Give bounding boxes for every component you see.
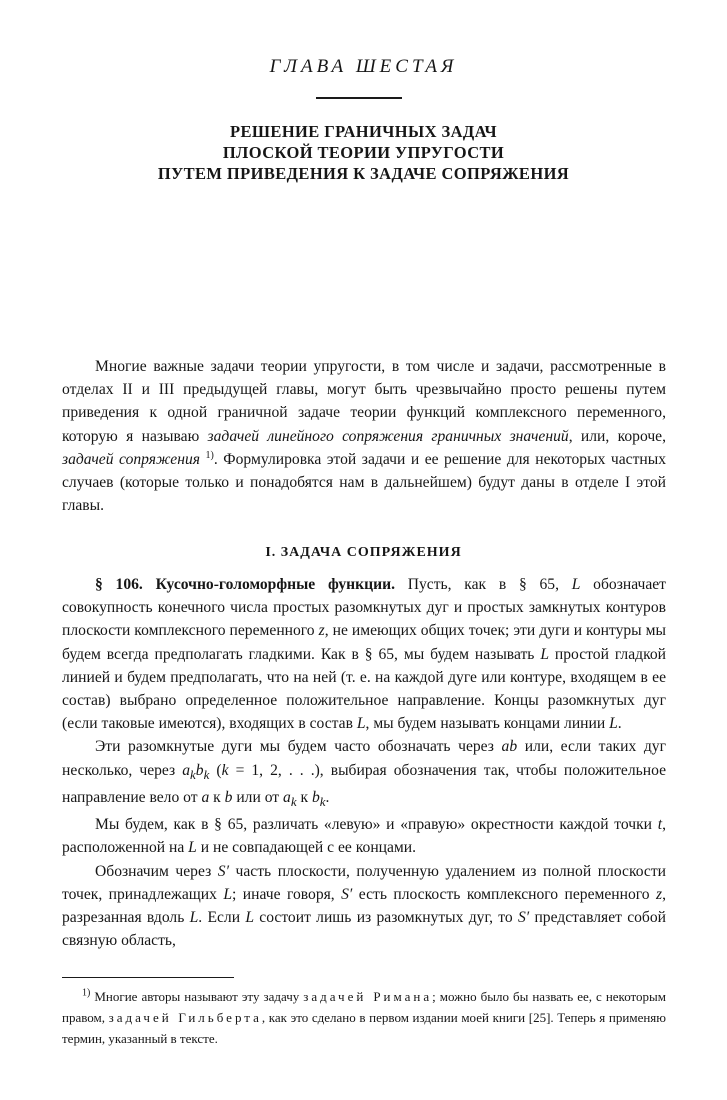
title-line-2: ПЛОСКОЙ ТЕОРИИ УПРУГОСТИ bbox=[222, 143, 505, 162]
intro-term-1: задачей линейного сопряжения граничных значений bbox=[207, 427, 569, 445]
chapter-title bbox=[0, 121, 727, 184]
paragraph-2: Эти разомкнутые дуги мы будем часто обозначать через ab или, если таких дуг несколько, через $a_kb_k$ (k = 1, 2, . . .), выбирая обозначения так, чтобы положительное направление вело от a к b или от $a_k$ к $b_k$. bbox=[62, 738, 667, 810]
chapter-label: ГЛАВА ШЕСТАЯ bbox=[269, 56, 458, 77]
paragraph-3: Мы будем, как в § 65, различать «левую» и «правую» окрестности каждой точки t, расположенной на L и не совпадающей с ее концами. bbox=[62, 816, 666, 857]
section-body bbox=[62, 573, 666, 952]
intro-text-3: . Формулировка этой задачи и ее решение для некоторых частных случаев (которые только и понадобятся нам в дальнейшем) будут даны в отделе I этой главы. bbox=[62, 450, 667, 515]
spaced-term-riemann: задачей Римана bbox=[303, 989, 433, 1004]
subsection-title: Кусочно-голоморфные функции. bbox=[155, 576, 395, 593]
footnote-mark: 1) bbox=[82, 987, 91, 999]
intro-term-2: задачей сопряжения bbox=[62, 450, 201, 468]
spaced-term-hilbert: задачей Гильберта bbox=[108, 1010, 262, 1025]
paragraph-4: Обозначим через S′ часть плоскости, полученную удалением из полной плоскости точек, принадлежащих L; иначе говоря, S′ есть плоскость комплексного переменного z, разрезанная вдоль L. Если L состоит лишь из разомкнутых дуг, то S′ представляет собой связную область, bbox=[62, 862, 667, 950]
intro-paragraph bbox=[62, 355, 666, 517]
title-rule bbox=[316, 97, 402, 99]
footnote-rule bbox=[62, 977, 234, 978]
intro-text-2: , или, короче, bbox=[568, 427, 666, 445]
paragraph-1: § 106. Кусочно-голоморфные функции. Пусть, как в § 65, L обозначает совокупность конечного числа простых разомкнутых дуг и простых замкнутых контуров плоскости комплексного переменного z, не имеющих общих точек; эти дуги и контуры мы будем всегда предполагать гладкими. Как в § 65, мы будем называть L простой гладкой линией и будем предполагать, что на ней (т. е. на каждой дуге или контуре, входящем в ее состав) выбрано определенное положительное направление. Концы разомкнутых дуг (если таковые имеются), входящих в состав L, мы будем называть концами линии L. bbox=[62, 576, 666, 733]
title-line-3: ПУТЕМ ПРИВЕДЕНИЯ К ЗАДАЧЕ СОПРЯЖЕНИЯ bbox=[157, 164, 570, 183]
title-line-1: РЕШЕНИЕ ГРАНИЧНЫХ ЗАДАЧ bbox=[230, 122, 497, 141]
section-heading: I. ЗАДАЧА СОПРЯЖЕНИЯ bbox=[265, 545, 462, 560]
intro-text-1: Многие важные задачи теории упругости, в том числе и задачи, рассмотренные в отделах II и III предыдущей главы, могут быть чрезвычайно просто решены путем приведения к одной граничной задаче теории функций комплексного переменного, которую я называю bbox=[62, 358, 666, 445]
footnote: $^{1)}$ Многие авторы называют эту задачу задачей Римана; можно было бы назвать ее, с некоторым правом, задачей Гильберта, как это сделано в первом издании моей книги [25]. Теперь я применяю термин, указанный в тексте. bbox=[62, 987, 666, 1046]
footnote-reference[interactable]: 1) bbox=[205, 449, 214, 461]
